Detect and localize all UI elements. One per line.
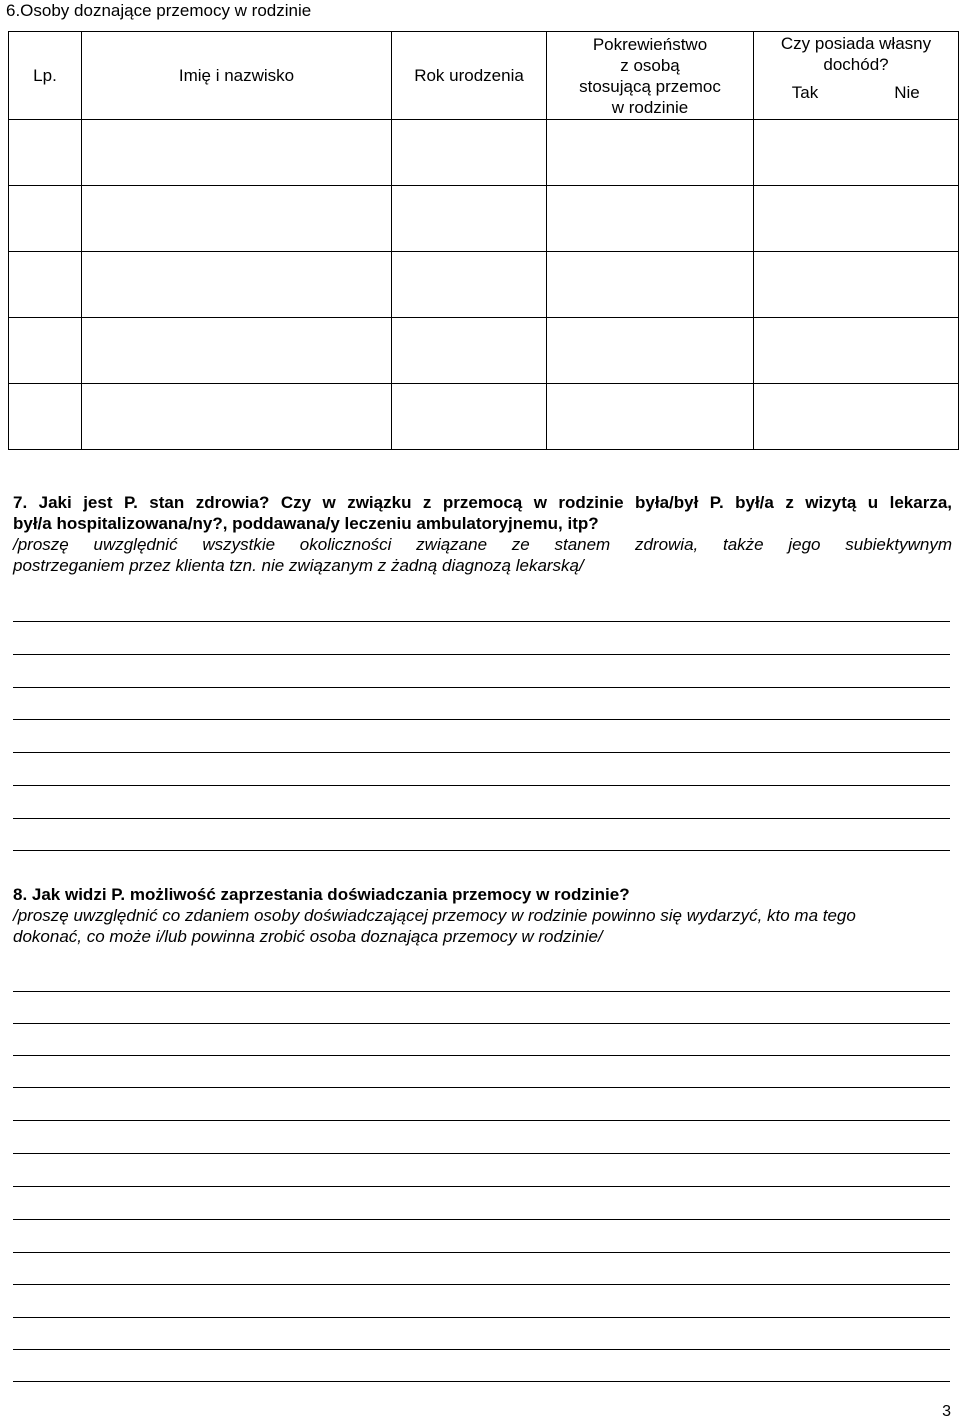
cell-income[interactable] (754, 384, 959, 450)
header-relation-line: stosującą przemoc (579, 76, 721, 96)
answer-line[interactable] (13, 1120, 950, 1121)
page-number: 3 (942, 1403, 951, 1420)
answer-line[interactable] (13, 1153, 950, 1154)
section-6-title: 6.Osoby doznające przemocy w rodzinie (6, 1, 312, 20)
header-relation-line: z osobą (620, 55, 680, 75)
header-income (754, 32, 959, 120)
header-relation (547, 32, 754, 120)
header-income-title: Czy posiada własny dochód? (780, 34, 932, 74)
answer-line[interactable] (13, 850, 950, 851)
cell-lp[interactable] (9, 252, 82, 318)
header-birth-year: Rok urodzenia (392, 32, 547, 120)
question-8-instruction: /proszę uwzględnić co zdaniem osoby doświadczającej przemocy w rodzinie powinno się wydarzyć, kto ma tego (13, 906, 856, 925)
cell-name[interactable] (82, 252, 392, 318)
question-7-text: 7. Jaki jest P. stan zdrowia? Czy w związku z przemocą w rodzinie była/był P. był/a z wizytą u lekarza, (13, 493, 952, 512)
answer-line[interactable] (13, 1381, 950, 1382)
question-7 (13, 492, 952, 576)
cell-relation[interactable] (547, 186, 754, 252)
header-income-yes: Tak (791, 83, 819, 102)
question-7-instruction: /proszę uwzględnić wszystkie okoliczności związane ze stanem zdrowia, także jego subiektywnym (13, 535, 952, 554)
cell-lp[interactable] (9, 318, 82, 384)
cell-lp[interactable] (9, 384, 82, 450)
answer-line[interactable] (13, 785, 950, 786)
cell-name[interactable] (82, 318, 392, 384)
cell-name[interactable] (82, 120, 392, 186)
header-relation-line: w rodzinie (611, 97, 689, 117)
answer-line[interactable] (13, 1055, 950, 1056)
cell-birth-year[interactable] (392, 384, 547, 450)
cell-lp[interactable] (9, 120, 82, 186)
table-row (9, 318, 959, 384)
cell-name[interactable] (82, 384, 392, 450)
answer-line[interactable] (13, 1284, 950, 1285)
question-8-text: 8. Jak widzi P. możliwość zaprzestania doświadczania przemocy w rodzinie? (13, 885, 630, 904)
answer-line[interactable] (13, 621, 950, 622)
table-row (9, 252, 959, 318)
answer-line[interactable] (13, 1349, 950, 1350)
header-name: Imię i nazwisko (82, 32, 392, 120)
answer-line[interactable] (13, 752, 950, 753)
cell-income[interactable] (754, 252, 959, 318)
answer-line[interactable] (13, 1219, 950, 1220)
cell-income[interactable] (754, 186, 959, 252)
answer-line[interactable] (13, 687, 950, 688)
header-relation-line: Pokrewieństwo (592, 34, 708, 54)
table-row (9, 120, 959, 186)
table-header-row (9, 32, 959, 120)
cell-birth-year[interactable] (392, 120, 547, 186)
cell-birth-year[interactable] (392, 318, 547, 384)
answer-line[interactable] (13, 818, 950, 819)
answer-line[interactable] (13, 1023, 950, 1024)
answer-line[interactable] (13, 1087, 950, 1088)
answer-line[interactable] (13, 1252, 950, 1253)
question-7-text: był/a hospitalizowana/ny?, poddawana/y leczeniu ambulatoryjnemu, itp? (13, 514, 599, 533)
header-income-no: Nie (894, 83, 920, 102)
cell-income[interactable] (754, 318, 959, 384)
cell-relation[interactable] (547, 120, 754, 186)
table-row (9, 186, 959, 252)
cell-relation[interactable] (547, 318, 754, 384)
cell-birth-year[interactable] (392, 186, 547, 252)
table-row (9, 384, 959, 450)
cell-name[interactable] (82, 186, 392, 252)
answer-line[interactable] (13, 719, 950, 720)
cell-birth-year[interactable] (392, 252, 547, 318)
header-lp: Lp. (9, 32, 82, 120)
question-8-instruction: dokonać, co może i/lub powinna zrobić osoba doznająca przemocy w rodzinie/ (13, 927, 603, 946)
answer-line[interactable] (13, 654, 950, 655)
victims-table (8, 31, 959, 450)
answer-line[interactable] (13, 1186, 950, 1187)
cell-income[interactable] (754, 120, 959, 186)
cell-lp[interactable] (9, 186, 82, 252)
cell-relation[interactable] (547, 384, 754, 450)
cell-relation[interactable] (547, 252, 754, 318)
question-7-instruction: postrzeganiem przez klienta tzn. nie związanym z żadną diagnozą lekarską/ (13, 556, 584, 575)
question-8 (13, 884, 952, 947)
answer-line[interactable] (13, 991, 950, 992)
answer-line[interactable] (13, 1317, 950, 1318)
